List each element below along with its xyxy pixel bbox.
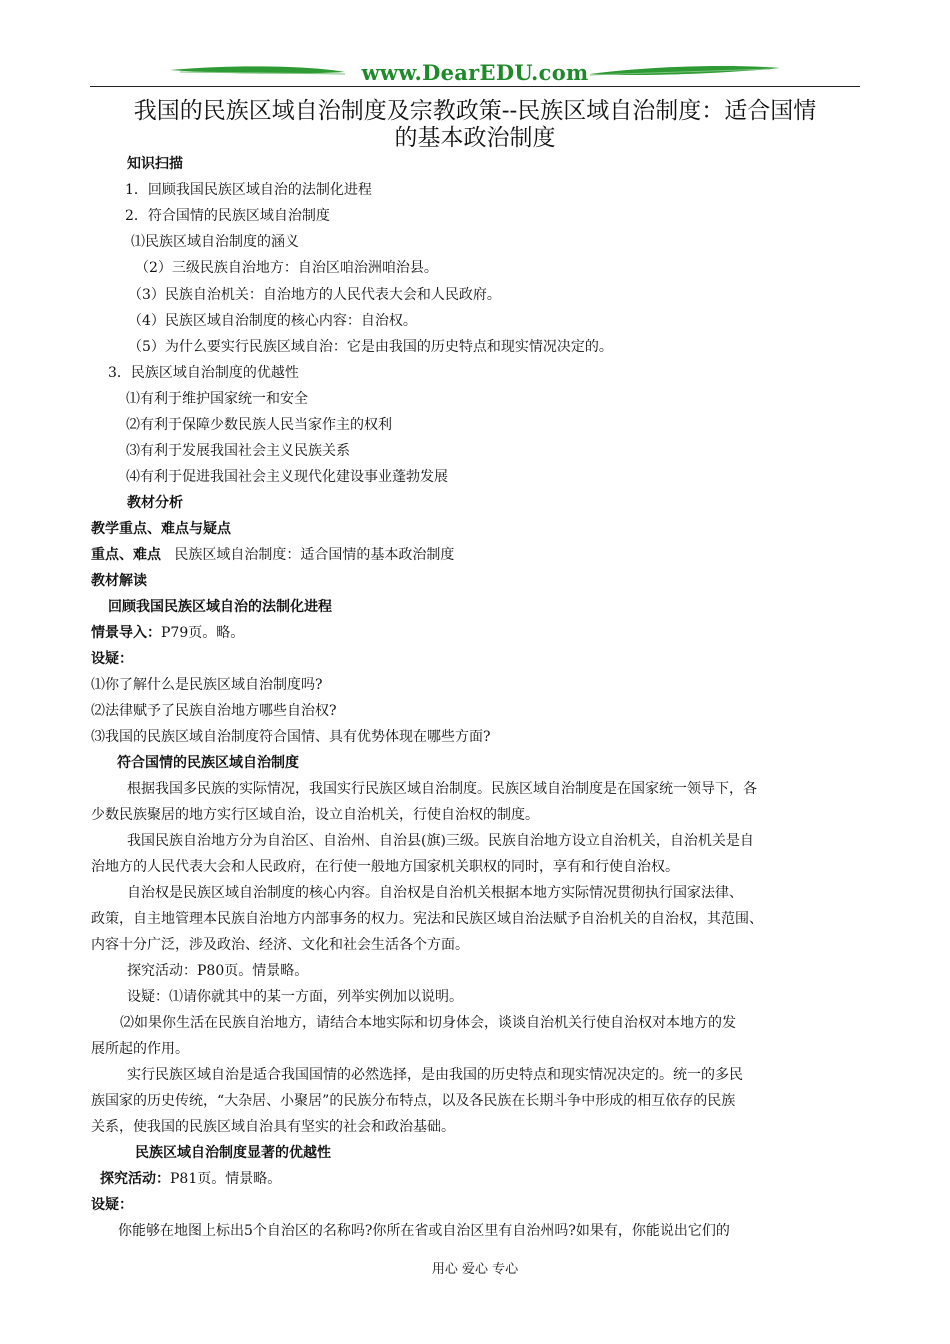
section1-question-1: ⑴你了解什么是民族区域自治制度吗? xyxy=(91,677,323,693)
advantage-item-3: ⑶有利于发展我国社会主义民族关系 xyxy=(126,443,350,459)
section2-para1-line2: 少数民族聚居的地方实行区域自治，设立自治机关，行使自治权的制度。 xyxy=(91,807,539,823)
intro-label: 情景导入： xyxy=(91,625,161,641)
section3-question-text: 你能够在地图上标出5个自治区的名称吗?你所在省或自治区里有自治州吗?如果有，你能说出它们的 xyxy=(118,1223,730,1239)
analysis-heading: 教材分析 xyxy=(127,495,183,511)
key-points-text: 民族区域自治制度：适合国情的基本政治制度 xyxy=(174,547,455,563)
section2-para2-line1: 我国民族自治地方分为自治区、自治州、自治县(旗)三级。民族自治地方设立自治机关，自治机关是自 xyxy=(127,833,754,849)
scan-subitem-5: （5）为什么要实行民族区域自治：它是由我国的历史特点和现实情况决定的。 xyxy=(128,339,613,355)
scan-subitem-4: （4）民族区域自治制度的核心内容：自治权。 xyxy=(128,313,417,329)
title-line-1: 我国的民族区域自治制度及宗教政策--民族区域自治制度：适合国情 xyxy=(133,98,817,124)
section3-question-label: 设疑： xyxy=(91,1197,133,1213)
activity-label: 探究活动： xyxy=(100,1171,170,1187)
scan-subitem-2: （2）三级民族自治地方：自治区咱治洲咱治县。 xyxy=(135,260,438,276)
title-line-2: 的基本政治制度 xyxy=(394,125,556,151)
scan-item-3: 3．民族区域自治制度的优越性 xyxy=(108,365,299,381)
section2-para3-line2: 政策，自主地管理本民族自治地方内部事务的权力。宪法和民族区域自治法赋予自治机关的自治权，其范围、 xyxy=(91,911,763,927)
section2-question-2-line1: ⑵如果你生活在民族自治地方，请结合本地实际和切身体会，谈谈自治机关行使自治权对本地方的发 xyxy=(120,1015,736,1031)
scan-item-2: 2．符合国情的民族区域自治制度 xyxy=(125,208,330,224)
section1-question-3: ⑶我国的民族区域自治制度符合国情、具有优势体现在哪些方面? xyxy=(91,729,491,745)
section2-para1-line1: 根据我国多民族的实际情况，我国实行民族区域自治制度。民族区域自治制度是在国家统一领导下，各 xyxy=(127,781,757,797)
key-points-line xyxy=(91,546,454,564)
scan-item-1: 1．回顾我国民族区域自治的法制化进程 xyxy=(125,182,372,198)
section2-para4-line3: 关系，使我国的民族区域自治具有坚实的社会和政治基础。 xyxy=(91,1119,455,1135)
section2-question-1: 设疑：⑴请你就其中的某一方面，列举实例加以说明。 xyxy=(127,989,463,1005)
activity-text: P81页。情景略。 xyxy=(170,1171,282,1187)
section2-para4-line1: 实行民族区域自治是适合我国国情的必然选择，是由我国的历史特点和现实情况决定的。统一的多民 xyxy=(127,1067,743,1083)
section1-question-label: 设疑： xyxy=(91,651,133,667)
key-points-heading: 教学重点、难点与疑点 xyxy=(91,521,231,537)
knowledge-scan-heading: 知识扫描 xyxy=(127,156,183,172)
section2-question-2-line2: 展所起的作用。 xyxy=(91,1041,189,1057)
advantage-item-1: ⑴有利于维护国家统一和安全 xyxy=(126,391,308,407)
page-footer: 用心 爱心 专心 xyxy=(431,1262,519,1277)
section2-para2-line2: 治地方的人民代表大会和人民政府，在行使一般地方国家机关职权的同时，享有和行使自治权。 xyxy=(91,859,679,875)
document-title xyxy=(90,98,860,152)
section2-activity: 探究活动：P80页。情景略。 xyxy=(127,963,309,979)
advantage-item-4: ⑷有利于促进我国社会主义现代化建设事业蓬勃发展 xyxy=(126,469,448,485)
key-points-label: 重点、难点 xyxy=(91,547,161,563)
section2-para3-line1: 自治权是民族区域自治制度的核心内容。自治权是自治机关根据本地方实际情况贯彻执行国家法律、 xyxy=(127,885,743,901)
textbook-reading-heading: 教材解读 xyxy=(91,573,147,589)
section1-question-2: ⑵法律赋予了民族自治地方哪些自治权? xyxy=(91,703,337,719)
section3-activity xyxy=(100,1170,281,1188)
section2-heading: 符合国情的民族区域自治制度 xyxy=(117,755,299,771)
section2-para3-line3: 内容十分广泛，涉及政治、经济、文化和社会生活各个方面。 xyxy=(91,937,469,953)
section1-heading: 回顾我国民族区域自治的法制化进程 xyxy=(108,599,332,615)
advantage-item-2: ⑵有利于保障少数民族人民当家作主的权利 xyxy=(126,417,392,433)
header-divider xyxy=(90,86,860,87)
scan-subitem-3: （3）民族自治机关：自治地方的人民代表大会和人民政府。 xyxy=(128,287,501,303)
site-logo-text: www.DearEDU.com xyxy=(361,60,589,85)
section2-para4-line2: 族国家的历史传统，“大杂居、小聚居”的民族分布特点，以及各民族在长期斗争中形成的相互依存的民族 xyxy=(91,1093,736,1109)
section3-heading: 民族区域自治制度显著的优越性 xyxy=(135,1145,331,1161)
intro-text: P79页。略。 xyxy=(161,625,245,641)
scan-subitem-1: ⑴民族区域自治制度的涵义 xyxy=(131,234,299,250)
section1-intro xyxy=(91,624,244,642)
